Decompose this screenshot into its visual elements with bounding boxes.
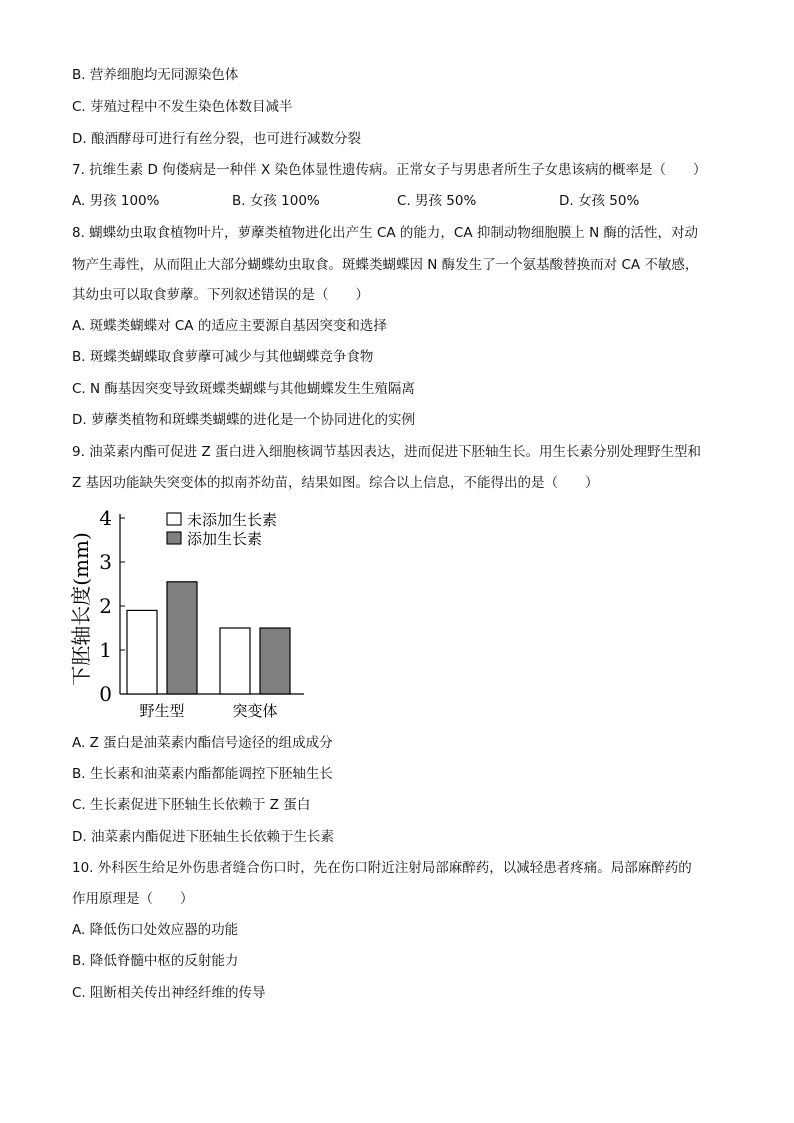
y-tick-label: 3 — [99, 550, 112, 574]
q9-stem-line1: 9. 油菜素内酯可促进 Z 蛋白进入细胞核调节基因表达，进而促进下胚轴生长。用生长素分别处理野生型和 — [72, 444, 702, 460]
q9-option-d: D. 油菜素内酯促进下胚轴生长依赖于生长素 — [72, 829, 334, 845]
q7-options — [72, 192, 672, 210]
x-category-label: 突变体 — [232, 702, 278, 720]
q7-option-d: D. 女孩 50% — [559, 193, 640, 209]
q8-stem-line1: 8. 蝴蝶幼虫取食植物叶片，萝藦类植物进化出产生 CA 的能力，CA 抑制动物细胞膜上 N 酶的活性，对动 — [72, 225, 699, 241]
bar — [220, 628, 250, 694]
q8-option-c: C. N 酶基因突变导致斑蝶类蝴蝶与其他蝴蝶发生生殖隔离 — [72, 381, 415, 397]
q10-option-b: B. 降低脊髓中枢的反射能力 — [72, 953, 239, 969]
legend-label: 添加生长素 — [187, 530, 263, 548]
y-tick-label: 4 — [99, 506, 112, 530]
q10-stem-line1: 10. 外科医生给足外伤患者缝合伤口时，先在伤口附近注射局部麻醉药，以减轻患者疼痛。局部麻醉药的 — [72, 860, 692, 876]
q7-option-b: B. 女孩 100% — [232, 193, 320, 209]
q7-option-a: A. 男孩 100% — [72, 193, 160, 209]
q9-option-c: C. 生长素促进下胚轴生长依赖于 Z 蛋白 — [72, 797, 311, 813]
q8-option-d: D. 萝藦类植物和斑蝶类蝴蝶的进化是一个协同进化的实例 — [72, 412, 415, 428]
legend-swatch — [167, 513, 181, 525]
y-tick-label: 0 — [99, 682, 112, 706]
bar — [260, 628, 290, 694]
hypocotyl-length-bar-chart — [66, 502, 326, 728]
q9-stem-line2: Z 基因功能缺失突变体的拟南芥幼苗，结果如图。综合以上信息，不能得出的是（ ） — [72, 475, 599, 491]
legend-swatch — [167, 532, 181, 544]
q10-option-c: C. 阻断相关传出神经纤维的传导 — [72, 985, 266, 1001]
q8-option-b: B. 斑蝶类蝴蝶取食萝藦可减少与其他蝴蝶竞争食物 — [72, 349, 374, 365]
q9-option-b: B. 生长素和油菜素内酯都能调控下胚轴生长 — [72, 766, 333, 782]
q7-stem: 7. 抗维生素 D 佝偻病是一种伴 X 染色体显性遗传病。正常女子与男患者所生子女患该病的概率是（ ） — [72, 162, 707, 178]
q8-stem-line2: 物产生毒性，从而阻止大部分蝴蝶幼虫取食。斑蝶类蝴蝶因 N 酶发生了一个氨基酸替换而对 CA 不敏感， — [72, 257, 699, 273]
x-category-label: 野生型 — [139, 702, 185, 720]
y-tick-label: 2 — [99, 594, 112, 618]
bar — [167, 582, 197, 694]
q8-option-a: A. 斑蝶类蝴蝶对 CA 的适应主要源自基因突变和选择 — [72, 318, 387, 334]
y-tick-label: 1 — [99, 638, 112, 662]
q8-stem-line3: 其幼虫可以取食萝藦。下列叙述错误的是（ ） — [72, 287, 369, 303]
legend-label: 未添加生长素 — [187, 511, 278, 529]
q6-option-b: B. 营养细胞均无同源染色体 — [72, 67, 239, 83]
q9-option-a: A. Z 蛋白是油菜素内酯信号途径的组成成分 — [72, 735, 333, 751]
q6-option-c: C. 芽殖过程中不发生染色体数目减半 — [72, 99, 293, 115]
q6-option-d: D. 酿酒酵母可进行有丝分裂，也可进行减数分裂 — [72, 131, 361, 147]
q10-stem-line2: 作用原理是（ ） — [72, 891, 194, 907]
q7-option-c: C. 男孩 50% — [397, 193, 477, 209]
y-axis-label: 下胚轴长度(mm) — [69, 532, 93, 686]
bar — [127, 610, 157, 694]
q10-option-a: A. 降低伤口处效应器的功能 — [72, 922, 239, 938]
